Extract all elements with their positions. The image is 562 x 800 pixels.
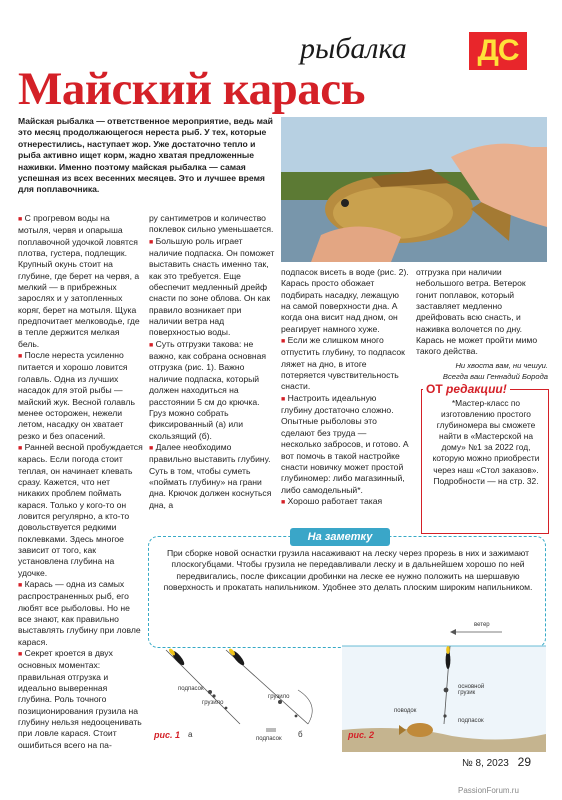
fig1-label-sinker-1: грузило	[202, 700, 224, 706]
col1-para-4: Карась — одна из самых распространенных рыб, его любят все рыболовы. Но не все знают, как правильно выставлять глубину при ловле карася.	[18, 579, 141, 647]
page-footer	[462, 755, 531, 769]
col3-para-1: подпасок висеть в воде (рис. 2). Карась просто обожает подбирать насадку, лежащую на самой поверхности дна. А когда она висит над дном, он реагирует намного хуже.	[281, 267, 409, 334]
col3-para-4: Хорошо работает такая	[287, 495, 383, 506]
editor-label-text: редакции!	[446, 382, 507, 396]
site-watermark: PassionForum.ru	[458, 786, 519, 795]
magazine-logo: ДС	[469, 32, 527, 70]
note-text: При сборке новой оснастки грузила насаживают на леску через прорезь в них и зажимают плоскогубцами. Чтобы грузила не передавливали леску и в дальнейшем хорошо по ней передвигались, после фиксации дробинки на леске ее нужно положить на шершавую поверхность и прокатать напильником. Удобнее это делать плоским широким напильником.	[163, 548, 533, 593]
col2-para-2: Большую роль играет наличие подпаска. Он поможет выставить снасть именно так, как это требуется. Еще обеспечит медленный дрейф снасти по зоне облова. Он как правило возникает при наличии ветра над поверхностью воды.	[149, 235, 275, 338]
figure-2	[342, 612, 546, 752]
fig1-label-underweight-2: подпасок	[256, 736, 282, 742]
col2-para-4: Далее необходимо правильно выставить глубину. Суть в том, чтобы суметь «поймать глубину» на грани дна. Крючок должен коснуться дна, а	[149, 441, 272, 510]
fig2-label-wind: ветер	[474, 622, 490, 628]
fig2-label-underweight: подпасок	[458, 718, 484, 724]
column-4	[416, 267, 548, 382]
fig2-label-leader: поводок	[394, 708, 417, 714]
fig1-a: а	[188, 730, 193, 739]
issue-number: № 8, 2023	[462, 758, 509, 769]
article-title: Майский карась	[18, 63, 366, 115]
fig2-caption: рис. 2	[348, 730, 375, 740]
editor-note-box	[421, 389, 549, 534]
editor-note-label	[423, 382, 510, 396]
editor-label-ot: ОТ	[426, 382, 443, 396]
fig1-label-underweight-1: подпасок	[178, 686, 204, 692]
note-heading: На заметку	[290, 528, 390, 546]
col4-para-1: отгрузка при наличии небольшого ветра. Ветерок гонит поплавок, который заставляет медленно дрейфовать всю снасть, и наживка волочется по дну. Карась не может пройти мимо такого действа.	[416, 267, 538, 357]
fig1-label-sinker-2: грузило	[268, 694, 290, 700]
float-a-icon	[168, 648, 186, 667]
float-b-icon	[228, 648, 246, 667]
signoff-author: Всегда ваш Геннадий Борода	[442, 372, 548, 382]
col1-para-3: Ранней весной пробуждается карась. Если погода стоит теплая, он начинает клевать сразу. Кажется, что нет никаких проблем поймать карася. Только у кого-то он ловится регулярно, а кто-то довольствуется редкими поклевками. Здесь многое зависит от того, как установлена глубина на удочке.	[18, 441, 143, 578]
fig1-caption: рис. 1	[154, 730, 181, 740]
col1-para-2: После нереста усиленно питается и хорошо ловится голавль. Одна из лучших насадок для этой рыбы — майский жук. Весной голавль менее осторожен, нежели летом, насадку он хватает резко и без опасений.	[18, 350, 135, 441]
rubric-title: рыбалка	[300, 32, 407, 65]
page-number: 29	[517, 755, 532, 769]
col2-para-1: ру сантиметров и количество поклевок сильно уменьшается.	[149, 213, 274, 235]
col1-para-1: С прогревом воды на мотыля, червя и опарыша поплавочной удочкой ловятся плотва, густера, подлещик. Крупный окунь стоит на глубине, где берет на червя, а мелкий — в прибрежных зарослях и у затопленных коряг, берет на мотыля. Щука предпочитает мелководье, где в тепле держится мелкая бель.	[18, 213, 140, 349]
fig2-label-main-sinker: основной грузик	[458, 684, 485, 696]
signoff-wish: Ни хвоста вам, ни чешуи.	[455, 360, 548, 370]
article-lead: Майская рыбалка — ответственное мероприятие, ведь май это месяц продолжающегося нереста рыб. У тех, которые отнерестились, наступает жор. Уже достаточно тепло и рыба активно ищет корм, жадно хватая предложенные наживки. Именно поэтому майская рыбалка — самая успешная из всех весенних месяцев. Это и лучшее время для поплавочника.	[18, 116, 273, 195]
column-2: ру сантиметров и количество поклевок сильно уменьшается. ■ Большую роль играет наличие подпаска. Он поможет выставить снасть именно так, как это требуется. Еще обеспечит медленный дрейф снасти по зоне облова. Он как правило возникает при наличии ветра над поверхностью воды. ■ Суть отгрузки такова: не важно, как собрана основная отгрузка (рис. 1). Важно наличие подпаска, который должен находиться на расстоянии 5 см до крючка. Груз можно собрать фиксированный (а) или скользящий (б). ■ Далее необходимо правильно выставить глубину. Суть в том, чтобы суметь «поймать глубину» на грани дна. Крючок должен коснуться дна, а	[149, 213, 275, 510]
figure-1	[148, 612, 332, 752]
col3-para-3: Настроить идеальную глубину достаточно сложно. Опытные рыболовы это сделают без труда — несколько забросов, и готово. А вот помочь в такой настройке снасти новичку может простой глубиномер: либо магазинный, либо самодельный*.	[281, 392, 409, 495]
float-icon	[446, 646, 451, 669]
col3-para-2: Если же слишком много отпустить глубину, то подпасок ляжет на дно, в итоге потеряется чувствительность снасти.	[281, 335, 405, 392]
editor-note-text: *Мастер-класс по изготовлению простого глубиномера вы сможете найти в «Мастерской на дому» №1 за 2022 год, которую можно приобрести через наш «Стол заказов». Подробности — на стр. 32.	[432, 398, 540, 486]
col2-para-3: Суть отгрузки такова: не важно, как собрана основная отгрузка (рис. 1). Важно наличие подпаска, который должен находиться на расстоянии 5 см до крючка. Груз можно собрать фиксированный (а) или скользящий (б).	[149, 338, 267, 441]
fig1-b: б	[298, 730, 303, 739]
crucian-photo	[281, 117, 547, 262]
col1-para-5: Секрет кроется в двух основных моментах: правильная отгрузка и идеально выверенная глубина. Роль точного позиционирования грузила на глубину нельзя недооценивать при ловле карася. Стоит ошибиться всего на па-	[18, 648, 142, 750]
column-1: ■ С прогревом воды на мотыля, червя и опарыша поплавочной удочкой ловятся плотва, густера, подлещик. Крупный окунь стоит на глубине, где берет на червя, а мелкий — в прибрежных зарослях и у затопленных коряг, берет на мотыля. Щука предпочитает мелководье, где в тепле держится мелкая бель. ■ После нереста усиленно питается и хорошо ловится голавль. Одна из лучших насадок для этой рыбы — майский жук. Весной голавль менее осторожен, нежели летом, насадку он хватает резко и без опасений. ■ Ранней весной пробуждается карась. Если погода стоит теплая, он начинает клевать сразу. Кажется, что нет никаких проблем поймать карася. Только у кого-то он ловится регулярно, а кто-то довольствуется редкими поклевками. Здесь многое зависит от того, как установлена глубина на удочке. ■ Карась — одна из самых распространенных рыб, его любят все рыболовы. Но не все знают, как правильно выставлять глубину при ловле карася. ■ Секрет кроется в двух основных моментах: правильная отгрузка и идеально выверенная глубина. Роль точного позиционирования грузила на глубину нельзя недооценивать при ловле карася. Стоит ошибиться всего на па-	[18, 213, 143, 750]
column-3: подпасок висеть в воде (рис. 2). Карась просто обожает подбирать насадку, лежащую на самой поверхности дна. А когда она висит над дном, он реагирует намного хуже. ■ Если же слишком много отпустить глубину, то подпасок ляжет на дно, в итоге потеряется чувствительность снасти. ■ Настроить идеальную глубину достаточно сложно. Опытные рыболовы это сделают без труда — несколько забросов, и готово. А вот помочь в такой настройке снасти новичку может простой глубиномер: либо магазинный, либо самодельный*. ■ Хорошо работает такая	[281, 267, 409, 506]
